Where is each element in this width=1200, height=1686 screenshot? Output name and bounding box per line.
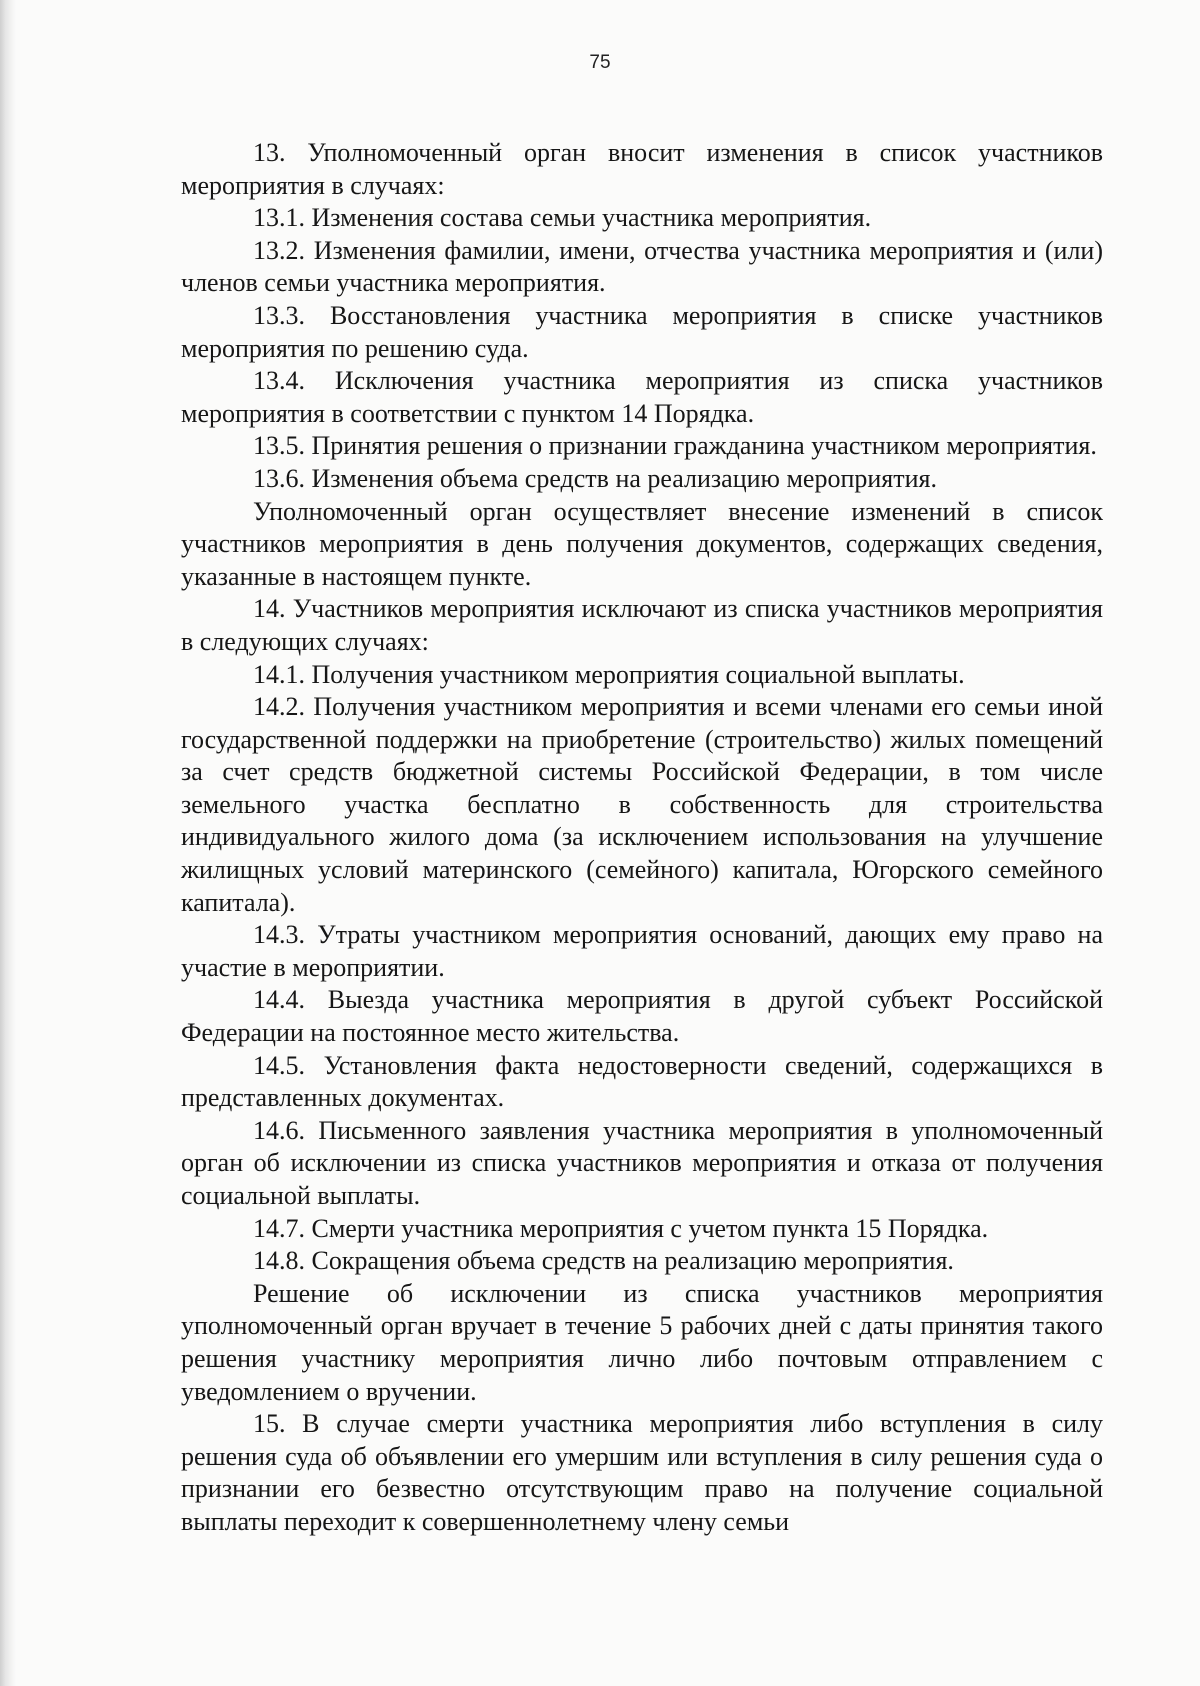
paragraph-14-6: 14.6. Письменного заявления участника мероприятия в уполномоченный орган об исключении из списка участников мероприятия и отказа от получения социальной выплаты. [181,1115,1103,1210]
paragraph-13-4: 13.4. Исключения участника мероприятия из списка участников мероприятия в соответствии с пунктом 14 Порядка. [181,366,1103,428]
paragraph-13-note: Уполномоченный орган осуществляет внесение изменений в список участников мероприятия в день получения документов, содержащих сведения, указанные в настоящем пункте. [181,496,1103,591]
paragraph-13-6: 13.6. Изменения объема средств на реализацию мероприятия. [253,463,937,493]
paragraph-15: 15. В случае смерти участника мероприятия либо вступления в силу решения суда об объявлении его умершим или вступления в силу решения суда о признании его безвестно отсутствующим право на получение социальной выплаты переходит к совершеннолетнему члену семьи [181,1409,1103,1536]
paragraph-13-3: 13.3. Восстановления участника мероприятия в списке участников мероприятия по решению суда. [181,300,1103,363]
paragraph-14-note: Решение об исключении из списка участников мероприятия уполномоченный орган вручает в течение 5 рабочих дней с даты принятия такого решения участнику мероприятия лично либо почтовым отправлением с уведомлением о вручении. [181,1278,1103,1406]
paragraph-13-2: 13.2. Изменения фамилии, имени, отчества участника мероприятия и (или) членов семьи участника мероприятия. [181,235,1103,298]
paragraph-14-4: 14.4. Выезда участника мероприятия в другой субъект Российской Федерации на постоянное место жительства. [181,985,1103,1048]
page-number: 75 [589,52,611,73]
paragraph-13-5: 13.5. Принятия решения о признании гражданина участником мероприятия. [253,431,1097,461]
paragraph-14-8: 14.8. Сокращения объема средств на реализацию мероприятия. [253,1246,954,1276]
document-body [181,137,1103,1539]
paragraph-14-7: 14.7. Смерти участника мероприятия с учетом пункта 15 Порядка. [253,1213,989,1243]
paragraph-14-1: 14.1. Получения участником мероприятия социальной выплаты. [253,659,965,689]
paragraph-14-2: 14.2. Получения участником мероприятия и всеми членами его семьи иной государственной поддержки на приобретение (строительство) жилых помещений за счет средств бюджетной системы Российской Федерации, в том числе земельного участка бесплатно в собственность для строительства индивидуального жилого дома (за исключением использования на улучшение жилищных условий материнского (семейного) капитала, Югорского семейного капитала). [181,692,1103,917]
paragraph-14: 14. Участников мероприятия исключают из списка участников мероприятия в следующих случаях: [181,594,1103,656]
paragraph-13: 13. Уполномоченный орган вносит изменения в список участников мероприятия в случаях: [181,138,1103,200]
scan-edge-shadow [0,0,16,1686]
paragraph-13-1: 13.1. Изменения состава семьи участника мероприятия. [253,203,872,233]
paragraph-14-5: 14.5. Установления факта недостоверности сведений, содержащихся в представленных документах. [181,1050,1103,1113]
paragraph-14-3: 14.3. Утраты участником мероприятия оснований, дающих ему право на участие в мероприятии. [181,920,1103,982]
